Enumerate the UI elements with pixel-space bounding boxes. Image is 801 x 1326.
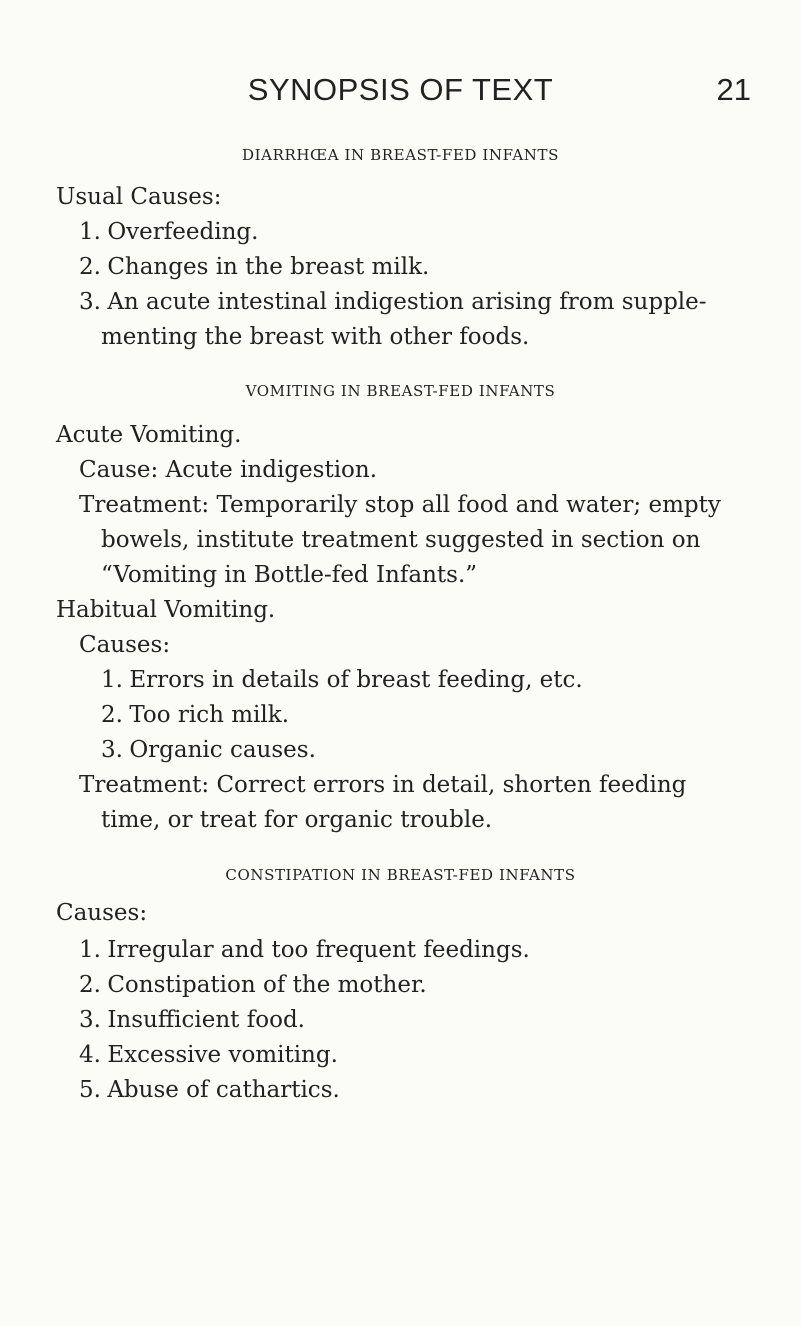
section-heading-constipation: CONSTIPATION IN BREAST-FED INFANTS — [225, 866, 576, 884]
list-item-number: 2. — [79, 972, 101, 998]
running-title: SYNOPSIS OF TEXT — [247, 72, 554, 107]
constipation-causes-label: Causes: — [56, 900, 148, 926]
acute-cause: Cause: Acute indigestion. — [79, 457, 378, 483]
list-item-number: 1. — [101, 667, 123, 693]
page-header — [0, 72, 801, 112]
list-item — [101, 669, 583, 692]
list-item — [79, 1044, 338, 1067]
list-item — [79, 256, 429, 279]
habitual-treatment-line-1: Treatment: Correct errors in detail, shorten feeding — [79, 772, 687, 798]
list-item-text: Changes in the breast milk. — [107, 254, 430, 280]
list-item-number: 5. — [79, 1077, 101, 1103]
list-item-text: Constipation of the mother. — [107, 972, 427, 998]
list-item-number: 1. — [79, 937, 101, 963]
list-item-continuation: menting the breast with other foods. — [101, 324, 530, 350]
list-item-number: 4. — [79, 1042, 101, 1068]
list-item-text: Overfeeding. — [107, 219, 259, 245]
list-item-number: 1. — [79, 219, 101, 245]
list-item-text: Errors in details of breast feeding, etc. — [129, 667, 583, 693]
list-item-number: 3. — [79, 289, 101, 315]
list-item-text: Organic causes. — [129, 737, 316, 763]
list-item — [101, 704, 289, 727]
list-item-number: 2. — [79, 254, 101, 280]
list-item — [79, 974, 427, 997]
list-item-text: Too rich milk. — [129, 702, 289, 728]
acute-treatment-line-3: “Vomiting in Bottle-fed Infants.” — [101, 562, 478, 588]
list-item-text: Irregular and too frequent feedings. — [107, 937, 530, 963]
acute-vomiting-label: Acute Vomiting. — [56, 422, 242, 448]
list-item-number: 2. — [101, 702, 123, 728]
section-heading-diarrhoea: DIARRHŒA IN BREAST-FED INFANTS — [242, 146, 559, 164]
habitual-treatment-line-2: time, or treat for organic trouble. — [101, 807, 493, 833]
habitual-causes-label: Causes: — [79, 632, 171, 658]
list-item-number: 3. — [101, 737, 123, 763]
list-item — [79, 221, 258, 244]
list-item-text: Insufficient food. — [107, 1007, 305, 1033]
list-item-text: Abuse of cathartics. — [107, 1077, 340, 1103]
list-item — [79, 1079, 340, 1102]
list-item — [79, 291, 707, 314]
list-item — [101, 739, 316, 762]
list-item-number: 3. — [79, 1007, 101, 1033]
usual-causes-label: Usual Causes: — [56, 184, 222, 210]
habitual-vomiting-label: Habitual Vomiting. — [56, 597, 276, 623]
list-item-text: An acute intestinal indigestion arising from supple- — [107, 289, 707, 315]
acute-treatment-line-1: Treatment: Temporarily stop all food and water; empty — [79, 492, 721, 518]
page-number: 21 — [716, 72, 751, 107]
acute-treatment-line-2: bowels, institute treatment suggested in section on — [101, 527, 701, 553]
list-item — [79, 1009, 305, 1032]
list-item — [79, 939, 530, 962]
section-heading-vomiting: VOMITING IN BREAST-FED INFANTS — [245, 382, 556, 400]
list-item-text: Excessive vomiting. — [107, 1042, 338, 1068]
